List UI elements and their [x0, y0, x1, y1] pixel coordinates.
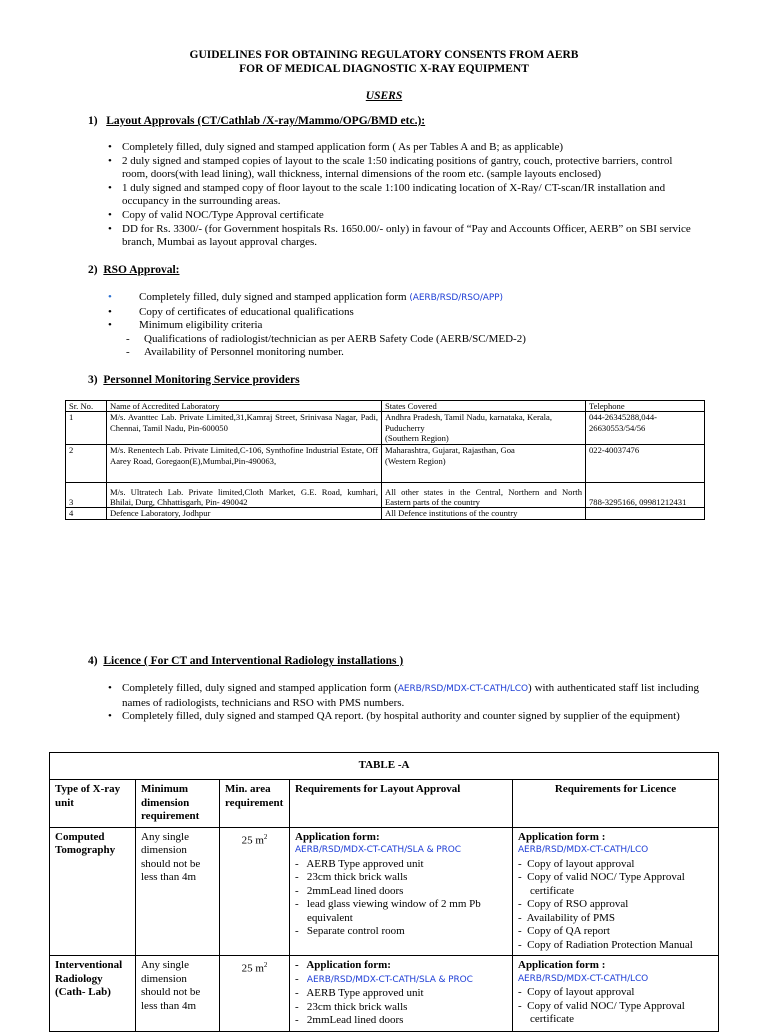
table-header-cell: Telephone: [586, 401, 705, 412]
table-row: [50, 956, 719, 1032]
table-row: [66, 412, 705, 445]
layout-form-heading: - Application form:: [295, 959, 391, 971]
requirement-item: - 2mmLead lined doors: [295, 1014, 404, 1026]
section-1-heading: [88, 115, 425, 127]
table-cell: Any single dimension should not be less than 4m: [136, 956, 220, 1032]
table-a: [49, 752, 719, 1032]
list-item: • 2 duly signed and stamped copies of layout to the scale 1:50 indicating positions of gantry, couch, protective barriers, control room, doors(with lead lining), wall thickness, internal dimensions of the room etc. (sample layouts enclosed): [122, 155, 700, 182]
section-2-title: RSO Approval:: [103, 264, 180, 276]
section-4-number: 4): [88, 655, 98, 667]
bullet-icon: •: [108, 305, 112, 318]
table-row: [50, 827, 719, 956]
table-cell: M/s. Ultratech Lab. Private limited,Cloth Market, G.E. Road, kumhari, Bhilai, Durg, Chhattisgarh, Pin- 490042: [107, 483, 382, 508]
requirement-item: - 23cm thick brick walls: [295, 871, 408, 883]
table-row: [66, 445, 705, 483]
table-cell: [290, 956, 513, 1032]
rso-item-text: Completely filled, duly signed and stamped application form: [139, 291, 407, 303]
section-1-title: Layout Approvals (CT/Cathlab /X-ray/Mammo/OPG/BMD etc.):: [106, 115, 426, 127]
table-cell: M/s. Avanttec Lab. Private Limited,31,Kamraj Street, Srinivasa Nagar, Padi, Chennai, Tamil Nadu, Pin-600050: [107, 412, 382, 445]
sub-item: [108, 346, 708, 360]
table-cell: [220, 956, 290, 1032]
table-cell: 3: [66, 483, 107, 508]
requirement-item: - Copy of layout approval: [518, 857, 635, 870]
section-3-heading: [88, 374, 300, 386]
table-header-cell: Requirements for Layout Approval: [290, 780, 513, 828]
list-item: [108, 306, 708, 320]
requirement-item: - AERB Type approved unit: [295, 857, 424, 870]
section-2-heading: [88, 264, 180, 276]
table-header-cell: Minimum dimension requirement: [136, 780, 220, 828]
table-cell: Any single dimension should not be less than 4m: [136, 827, 220, 956]
table-header-cell: Requirements for Licence: [513, 780, 719, 828]
requirement-item: - Copy of layout approval: [518, 986, 635, 998]
section-4-title: Licence ( For CT and Interventional Radiology installations ): [103, 655, 404, 667]
dash-icon: -: [126, 332, 130, 345]
list-item: • DD for Rs. 3300/- (for Government hospitals Rs. 1650.00/- only) in favour of “Pay and Accounts Officer, AERB” on SBI service branch, Mumbai as layout approval charges.: [122, 223, 700, 250]
table-cell: [513, 827, 719, 956]
layout-form-link[interactable]: AERB/RSD/MDX-CT-CATH/SLA & PROC: [295, 845, 461, 855]
section-1-number: 1): [88, 115, 98, 127]
table-cell: 4: [66, 508, 107, 519]
requirement-item: - AERB Type approved unit: [295, 987, 424, 999]
document-title-line-2: FOR OF MEDICAL DIAGNOSTIC X-RAY EQUIPMENT: [239, 63, 529, 75]
licence-form-link[interactable]: AERB/RSD/MDX-CT-CATH/LCO: [518, 973, 649, 984]
rso-subitem-text: Qualifications of radiologist/technician as per AERB Safety Code (AERB/SC/MED-2): [144, 332, 526, 345]
table-header-cell: Name of Accredited Laboratory: [107, 401, 382, 412]
area-unit-superscript: 2: [263, 832, 268, 841]
requirement-item: - 2mmLead lined doors: [295, 884, 404, 897]
dash-icon: -: [126, 346, 130, 359]
requirement-item: - lead glass viewing window of 2 mm Pb equivalent: [295, 898, 481, 924]
bullet-icon: •: [108, 319, 112, 332]
table-cell: Interventional Radiology (Cath- Lab): [50, 956, 136, 1032]
licence-form-heading: Application form :: [518, 959, 606, 971]
requirement-item: - Copy of QA report: [518, 925, 610, 937]
table-cell: 788-3295166, 09981212431: [586, 483, 705, 508]
licence-item-text: ) with authenticated staff list including names of radiologists, technicians and RSO with PMS numbers.: [122, 682, 700, 709]
requirement-item: - Availability of PMS: [518, 911, 615, 924]
table-header-row: [50, 780, 719, 828]
table-header-cell: Min. area requirement: [220, 780, 290, 828]
layout-form-link[interactable]: AERB/RSD/MDX-CT-CATH/SLA & PROC: [306, 974, 473, 985]
section-4-list: [122, 682, 699, 724]
requirement-item: - Copy of valid NOC/ Type Approval certificate: [518, 999, 685, 1025]
licence-item-text: Completely filled, duly signed and stamped application form (: [122, 682, 398, 694]
table-cell: 2: [66, 445, 107, 483]
table-cell: Maharashtra, Gujarat, Rajasthan, Goa (Western Region): [382, 445, 586, 483]
requirement-item: - Copy of RSO approval: [518, 898, 629, 910]
section-2-number: 2): [88, 264, 98, 276]
requirement-item: - Separate control room: [295, 925, 405, 937]
sub-item: [108, 333, 708, 347]
table-header-cell: States Covered: [382, 401, 586, 412]
area-value: 25 m: [241, 962, 264, 975]
table-caption: TABLE -A: [50, 753, 719, 780]
table-cell: 022-40037476: [586, 445, 705, 483]
section-1-list: [122, 141, 700, 250]
section-3-number: 3): [88, 374, 98, 386]
pms-providers-table: [65, 400, 705, 520]
table-cell: 1: [66, 412, 107, 445]
requirement-item: - 23cm thick brick walls: [295, 1000, 408, 1013]
bullet-icon: •: [108, 291, 112, 303]
layout-form-link-row: - AERB/RSD/MDX-CT-CATH/SLA & PROC: [295, 972, 473, 985]
licence-form-link[interactable]: AERB/RSD/MDX-CT-CATH/LCO: [518, 845, 649, 855]
section-2-list: [108, 291, 708, 360]
requirement-item: - Copy of Radiation Protection Manual: [518, 938, 693, 951]
document-title-line-1: GUIDELINES FOR OBTAINING REGULATORY CONSENTS FROM AERB: [189, 49, 579, 61]
users-heading: USERS: [365, 90, 403, 102]
table-header-row: [66, 401, 705, 412]
table-header-cell: Sr. No.: [66, 401, 107, 412]
list-item: [108, 319, 708, 333]
list-item: • 1 duly signed and stamped copy of floor layout to the scale 1:100 indicating location of X-Ray/ CT-scan/IR installation and occupancy in the surrounding areas.: [122, 182, 700, 209]
rso-item-text: Minimum eligibility criteria: [139, 319, 263, 332]
layout-form-heading: Application form:: [295, 830, 380, 843]
table-cell: 044-26345288,044-26630553/54/56: [586, 412, 705, 445]
area-value: 25 m: [241, 834, 264, 847]
table-cell: Defence Laboratory, Jodhpur: [107, 508, 382, 519]
area-unit-superscript: 2: [263, 961, 268, 969]
section-3-title: Personnel Monitoring Service providers: [103, 374, 300, 386]
list-item: • Copy of valid NOC/Type Approval certificate: [122, 209, 700, 223]
table-row: [66, 508, 705, 519]
rso-application-link[interactable]: (AERB/RSD/RSO/APP): [409, 293, 503, 303]
licence-application-link[interactable]: AERB/RSD/MDX-CT-CATH/LCO: [397, 684, 528, 694]
table-cell: [513, 956, 719, 1032]
table-cell: [220, 827, 290, 956]
requirement-item: - Copy of valid NOC/ Type Approval certificate: [518, 871, 685, 897]
table-cell: M/s. Renentech Lab. Private Limited,C-106, Synthofine Industrial Estate, Off Aarey Road, Goregaon(E),Mumbai,Pin-490063,: [107, 445, 382, 483]
table-cell: All other states in the Central, Northern and North Eastern parts of the country: [382, 483, 586, 508]
table-row: [66, 483, 705, 508]
table-caption-row: [50, 753, 719, 780]
table-cell: Computed Tomography: [50, 827, 136, 956]
section-4-heading: [88, 655, 403, 667]
list-item: • Completely filled, duly signed and stamped QA report. (by hospital authority and counter signed by supplier of the equipment): [122, 710, 699, 724]
list-item: • Completely filled, duly signed and stamped application form ( As per Tables A and B; as applicable): [122, 141, 700, 155]
rso-item-text: Copy of certificates of educational qualifications: [139, 305, 354, 318]
table-cell: [290, 827, 513, 956]
table-cell: Andhra Pradesh, Tamil Nadu, karnataka, Kerala, Puducherry (Southern Region): [382, 412, 586, 445]
licence-form-heading: Application form :: [518, 830, 606, 843]
table-cell: [586, 508, 705, 519]
table-header-cell: Type of X-ray unit: [50, 780, 136, 828]
table-cell: All Defence institutions of the country: [382, 508, 586, 519]
list-item: [122, 682, 699, 710]
rso-subitem-text: Availability of Personnel monitoring number.: [144, 346, 344, 359]
list-item: [108, 291, 708, 306]
